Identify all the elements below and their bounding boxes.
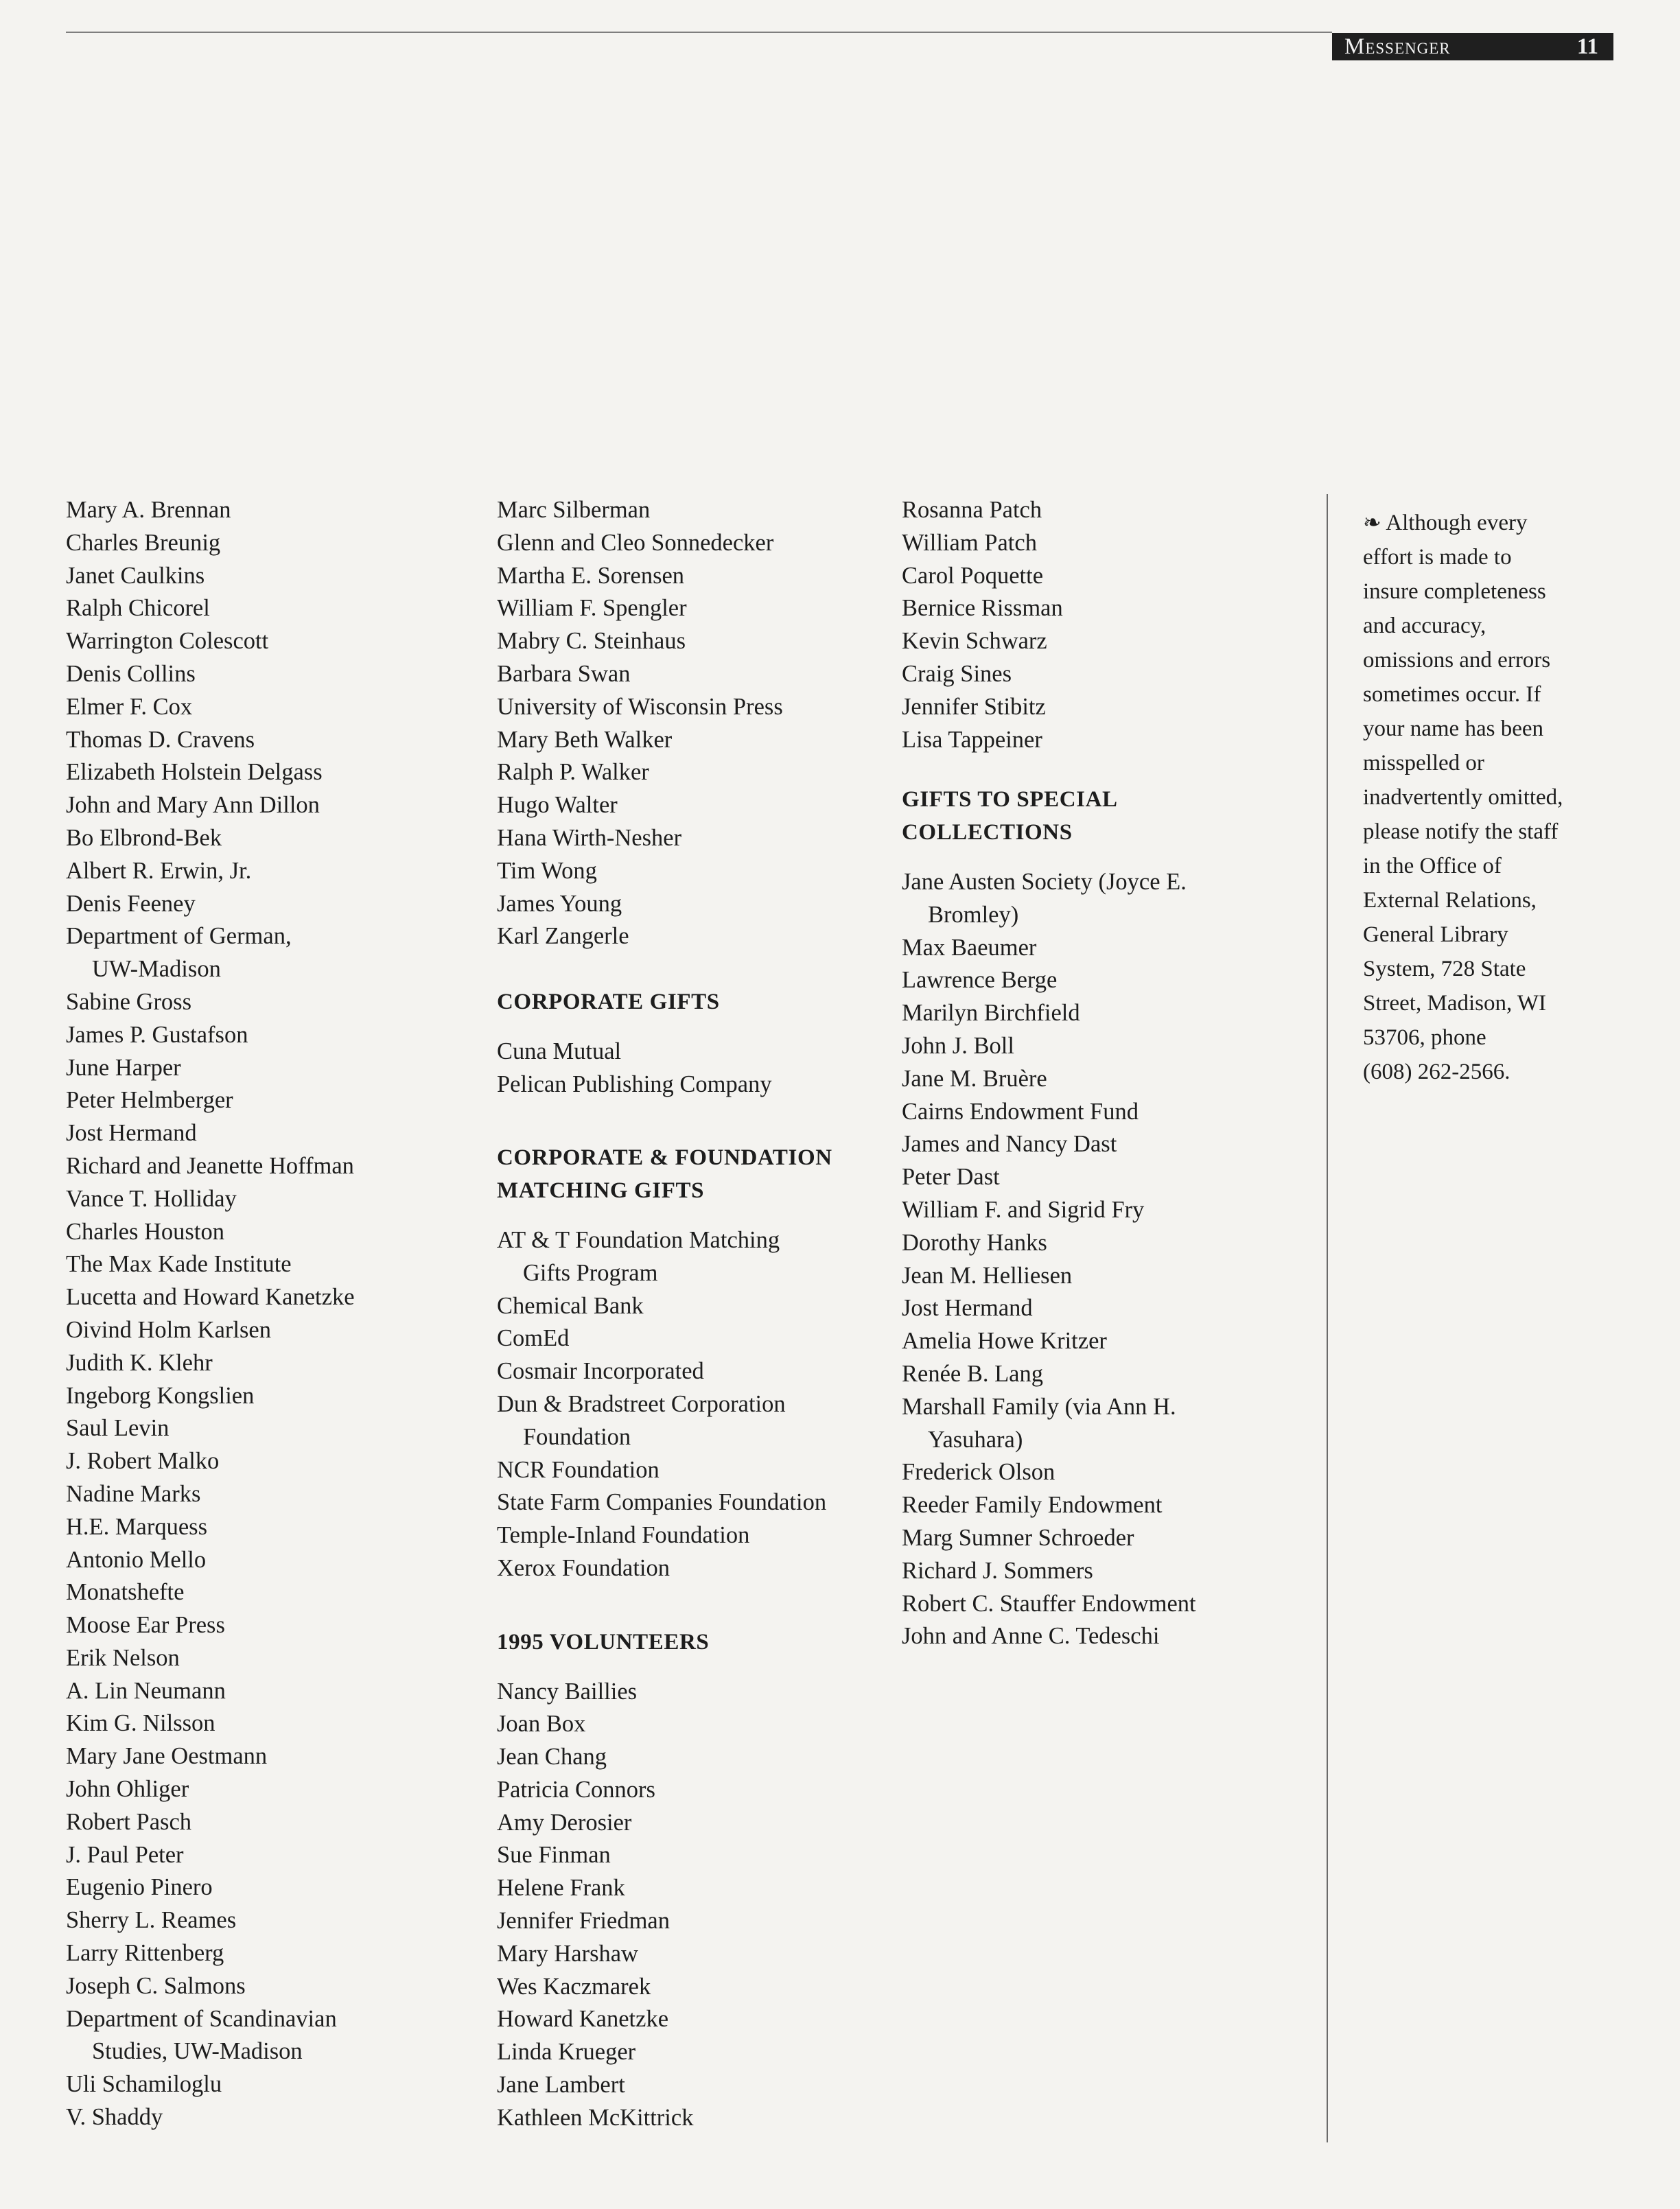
donor-name: Marshall Family (via Ann H. — [902, 1393, 1176, 1420]
donor-name: Mabry C. Steinhaus — [497, 628, 686, 655]
donor-name: Elmer F. Cox — [66, 693, 193, 720]
volunteer-name: Jane Lambert — [497, 2072, 625, 2099]
donor-name: James P. Gustafson — [66, 1021, 248, 1048]
note-line: inadvertently omitted, — [1363, 785, 1563, 810]
donor-name: Kim G. Nilsson — [66, 1710, 215, 1737]
donor-name: Hugo Walter — [497, 792, 618, 819]
spacer — [902, 850, 1196, 866]
donor-name: Xerox Foundation — [497, 1554, 670, 1581]
donor-name: H.E. Marquess — [66, 1513, 208, 1540]
donor-name: Jennifer Stibitz — [902, 693, 1046, 720]
donor-name: Tim Wong — [497, 857, 597, 884]
spacer — [497, 1585, 832, 1626]
donor-name: John J. Boll — [902, 1032, 1014, 1059]
donor-name: Moose Ear Press — [66, 1612, 225, 1639]
masthead — [1332, 33, 1613, 60]
volunteer-name: Helene Frank — [497, 1875, 625, 1902]
note-line: Street, Madison, WI — [1363, 991, 1547, 1016]
donor-name: Warrington Colescott — [66, 628, 269, 655]
donor-name: Rosanna Patch — [902, 497, 1042, 523]
donor-name-continued: Yasuhara) — [928, 1426, 1023, 1453]
volunteer-name: Sue Finman — [497, 1842, 611, 1869]
volunteer-name: Jennifer Friedman — [497, 1908, 670, 1935]
donor-name: John Ohliger — [66, 1776, 189, 1803]
donor-name: Max Baeumer — [902, 934, 1037, 961]
donor-name: Pelican Publishing Company — [497, 1071, 772, 1097]
donor-name: Ingeborg Kongslien — [66, 1382, 255, 1409]
donor-name: John and Anne C. Tedeschi — [902, 1623, 1160, 1650]
donor-name: Jane Austen Society (Joyce E. — [902, 868, 1187, 895]
note-line: and accuracy, — [1363, 613, 1486, 638]
donor-name: Martha E. Sorensen — [497, 562, 685, 589]
note-line: please notify the staff — [1363, 819, 1559, 844]
donor-name: Richard J. Sommers — [902, 1557, 1093, 1584]
donor-name: A. Lin Neumann — [66, 1677, 226, 1704]
donor-column-2 — [497, 494, 832, 2135]
note-line: insure completeness — [1363, 579, 1546, 604]
donor-name: Albert R. Erwin, Jr. — [66, 857, 252, 884]
donor-name: Renée B. Lang — [902, 1360, 1043, 1387]
volunteer-name: Jean Chang — [497, 1744, 607, 1770]
donor-name: Peter Dast — [902, 1164, 1000, 1191]
section-heading-special-collections-line2: COLLECTIONS — [902, 820, 1073, 845]
donor-name: Charles Breunig — [66, 529, 221, 556]
volunteer-name: Patricia Connors — [497, 1776, 655, 1803]
donor-name: Nadine Marks — [66, 1480, 201, 1507]
volunteer-name: Linda Krueger — [497, 2039, 636, 2066]
sidebar-divider — [1327, 494, 1328, 2142]
donor-name: Elizabeth Holstein Delgass — [66, 759, 323, 786]
donor-name: J. Robert Malko — [66, 1448, 220, 1475]
note-line: your name has been — [1363, 716, 1543, 741]
donor-name: Joseph C. Salmons — [66, 1972, 246, 1999]
donor-column-3 — [902, 494, 1196, 1653]
note-line: 53706, phone — [1363, 1025, 1486, 1050]
section-heading-volunteers: 1995 VOLUNTEERS — [497, 1629, 710, 1655]
volunteer-name: Nancy Baillies — [497, 1678, 638, 1705]
spacer — [497, 1659, 832, 1676]
donor-name: James and Nancy Dast — [902, 1131, 1117, 1158]
donor-name: Robert Pasch — [66, 1808, 192, 1835]
donor-name: Karl Zangerle — [497, 923, 629, 950]
donor-name: The Max Kade Institute — [66, 1251, 292, 1278]
volunteer-name: Howard Kanetzke — [497, 2006, 669, 2033]
page-number: 11 — [1576, 34, 1598, 59]
donor-name: Sabine Gross — [66, 988, 192, 1015]
donor-name: Jane M. Bruère — [902, 1065, 1047, 1092]
donor-name: Peter Helmberger — [66, 1087, 233, 1114]
donor-name: Craig Sines — [902, 660, 1012, 687]
volunteer-name: Kathleen McKittrick — [497, 2104, 694, 2131]
donor-name: Saul Levin — [66, 1415, 170, 1442]
section-heading-corporate-gifts: CORPORATE GIFTS — [497, 989, 720, 1014]
donor-name: Monatshefte — [66, 1579, 185, 1606]
section-heading-matching-gifts-line2: MATCHING GIFTS — [497, 1178, 705, 1204]
donor-name: Dorothy Hanks — [902, 1229, 1047, 1256]
donor-name: Carol Poquette — [902, 562, 1044, 589]
spacer — [497, 953, 832, 986]
donor-name: Ralph Chicorel — [66, 595, 210, 622]
donor-name: Eugenio Pinero — [66, 1874, 213, 1901]
donor-name: Vance T. Holliday — [66, 1185, 237, 1212]
donor-name: Sherry L. Reames — [66, 1907, 237, 1934]
donor-name: Jost Hermand — [66, 1120, 197, 1147]
donor-name: Jost Hermand — [902, 1295, 1033, 1322]
note-line: misspelled or — [1363, 751, 1484, 775]
donor-name: Cosmair Incorporated — [497, 1358, 704, 1385]
spacer — [497, 1101, 832, 1142]
donor-name: NCR Foundation — [497, 1456, 660, 1483]
note-line: Although every — [1386, 511, 1528, 535]
donor-name: Janet Caulkins — [66, 562, 205, 589]
donor-name: Department of Scandinavian — [66, 2005, 337, 2032]
donor-name: Marilyn Birchfield — [902, 1000, 1080, 1027]
donor-name: Barbara Swan — [497, 660, 631, 687]
donor-name: Glenn and Cleo Sonnedecker — [497, 529, 774, 556]
donor-name: Bernice Rissman — [902, 595, 1063, 622]
donor-name: University of Wisconsin Press — [497, 693, 783, 720]
note-line: General Library — [1363, 922, 1508, 947]
spacer — [497, 1208, 832, 1224]
donor-name: Lawrence Berge — [902, 967, 1058, 994]
donor-name: Richard and Jeanette Hoffman — [66, 1152, 354, 1179]
donor-name: William Patch — [902, 529, 1037, 556]
donor-name: Mary Jane Oestmann — [66, 1743, 268, 1770]
donor-name: John and Mary Ann Dillon — [66, 792, 320, 819]
note-line: External Relations, — [1363, 888, 1537, 913]
omissions-note — [1363, 505, 1610, 1089]
donor-name: Department of German, — [66, 923, 292, 950]
donor-name: William F. Spengler — [497, 595, 687, 622]
fleuron-icon: ❧ — [1363, 510, 1381, 535]
donor-name: Dun & Bradstreet Corporation — [497, 1390, 786, 1417]
donor-name: Kevin Schwarz — [902, 628, 1047, 655]
volunteer-name: Mary Harshaw — [497, 1940, 638, 1967]
spacer — [902, 756, 1196, 784]
header-rule — [66, 32, 1332, 33]
donor-name-continued: Foundation — [523, 1423, 631, 1450]
donor-name: Jean M. Helliesen — [902, 1262, 1073, 1289]
note-line: System, 728 State — [1363, 957, 1526, 981]
donor-name: Marc Silberman — [497, 497, 651, 523]
donor-name: Hana Wirth-Nesher — [497, 824, 682, 851]
donor-name: James Young — [497, 890, 622, 917]
donor-name: Lucetta and Howard Kanetzke — [66, 1284, 355, 1311]
donor-name: Reeder Family Endowment — [902, 1492, 1163, 1519]
donor-name: Uli Schamiloglu — [66, 2071, 222, 2098]
donor-name: Temple-Inland Foundation — [497, 1522, 750, 1549]
note-line: sometimes occur. If — [1363, 682, 1541, 707]
donor-name: Bo Elbrond-Bek — [66, 824, 222, 851]
donor-name: Denis Feeney — [66, 890, 196, 917]
donor-name: Antonio Mello — [66, 1546, 207, 1573]
donor-name-continued: Bromley) — [928, 901, 1019, 928]
donor-name: Robert C. Stauffer Endowment — [902, 1590, 1196, 1617]
note-line: in the Office of — [1363, 854, 1502, 878]
donor-name: Thomas D. Cravens — [66, 726, 255, 753]
donor-name: Mary A. Brennan — [66, 497, 231, 523]
section-heading-matching-gifts: CORPORATE & FOUNDATION — [497, 1145, 832, 1171]
donor-name: State Farm Companies Foundation — [497, 1489, 827, 1516]
volunteer-name: Wes Kaczmarek — [497, 1973, 651, 2000]
note-line: effort is made to — [1363, 545, 1512, 570]
donor-name: Cairns Endowment Fund — [902, 1098, 1139, 1125]
donor-name: Frederick Olson — [902, 1459, 1055, 1486]
donor-name: Oivind Holm Karlsen — [66, 1316, 271, 1343]
donor-name: AT & T Foundation Matching — [497, 1226, 780, 1253]
donor-column-1 — [66, 494, 355, 2134]
donor-name: V. Shaddy — [66, 2104, 163, 2131]
donor-name: Chemical Bank — [497, 1292, 644, 1319]
donor-name: Larry Rittenberg — [66, 1940, 224, 1967]
donor-name: June Harper — [66, 1054, 181, 1081]
volunteer-name: Amy Derosier — [497, 1809, 632, 1836]
donor-name: J. Paul Peter — [66, 1841, 184, 1868]
donor-name: Amelia Howe Kritzer — [902, 1328, 1107, 1355]
donor-name: Marg Sumner Schroeder — [902, 1524, 1134, 1551]
note-line: omissions and errors — [1363, 648, 1551, 673]
donor-name: ComEd — [497, 1325, 570, 1352]
donor-name: Denis Collins — [66, 660, 196, 687]
donor-name-continued: UW-Madison — [92, 956, 221, 983]
section-heading-special-collections: GIFTS TO SPECIAL — [902, 787, 1118, 813]
donor-name: Judith K. Klehr — [66, 1349, 213, 1376]
donor-name-continued: Gifts Program — [523, 1259, 658, 1286]
volunteer-name: Joan Box — [497, 1711, 586, 1738]
spacer — [497, 1019, 832, 1036]
donor-name: Lisa Tappeiner — [902, 726, 1042, 753]
donor-name: Mary Beth Walker — [497, 726, 673, 753]
donor-name-continued: Studies, UW-Madison — [92, 2038, 303, 2065]
donor-name: Ralph P. Walker — [497, 759, 649, 786]
donor-name: Erik Nelson — [66, 1644, 180, 1671]
publication-title: Messenger — [1344, 34, 1451, 59]
donor-name: William F. and Sigrid Fry — [902, 1196, 1145, 1223]
note-line: (608) 262-2566. — [1363, 1060, 1510, 1084]
donor-name: Charles Houston — [66, 1218, 224, 1245]
donor-name: Cuna Mutual — [497, 1038, 622, 1064]
